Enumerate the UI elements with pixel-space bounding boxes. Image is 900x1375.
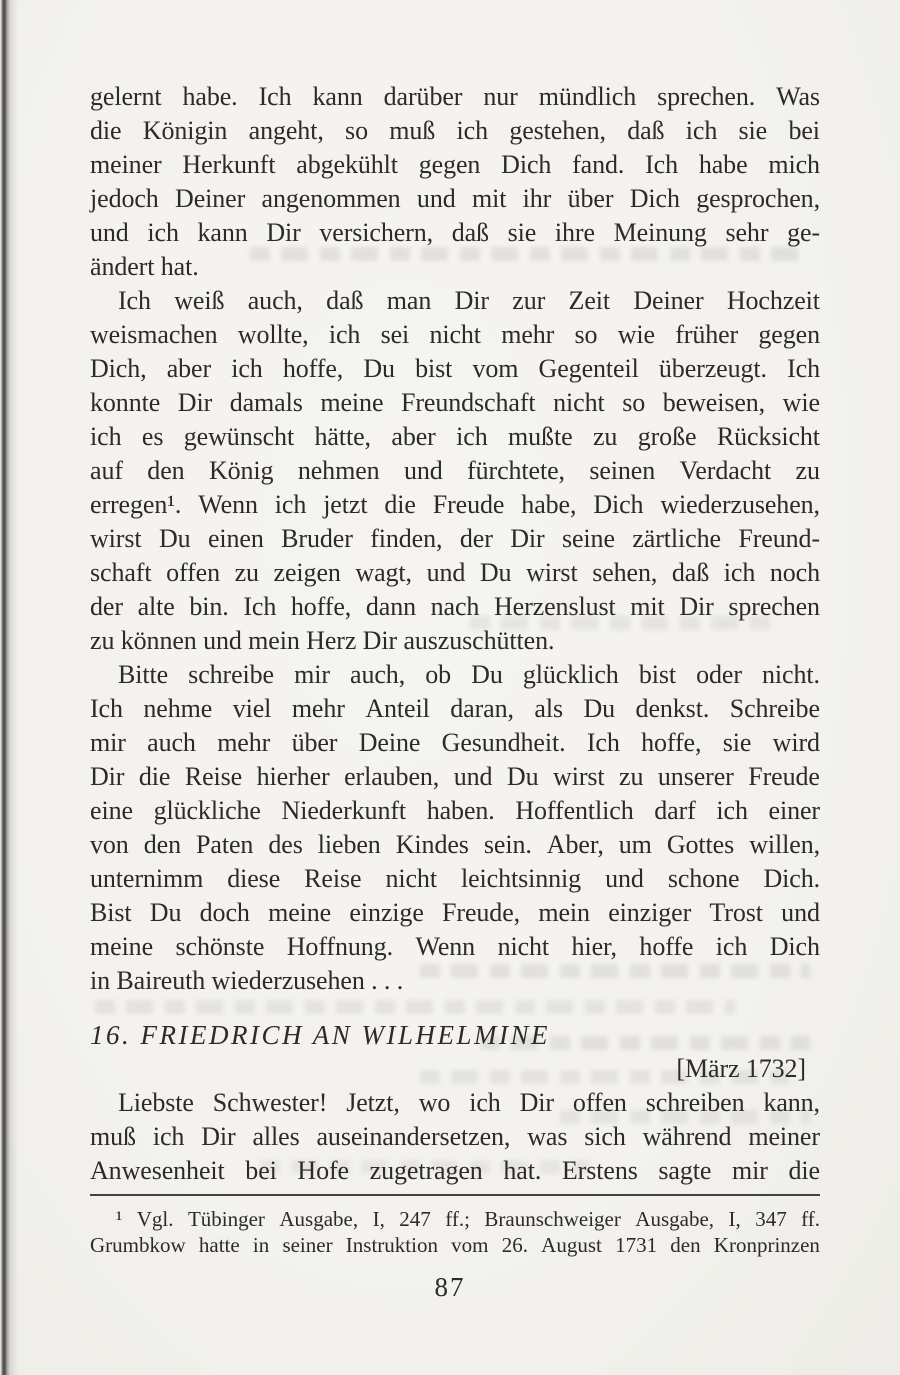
text-line: der alte bin. Ich hoffe, dann nach Herzenslust mit Dir sprechen <box>90 592 820 621</box>
text-line: mir auch mehr über Deine Gesundheit. Ich hoffe, sie wird <box>90 728 820 757</box>
text-line: und ich kann Dir versichern, daß sie ihre Meinung sehr ge- <box>90 218 820 247</box>
text-line: Bitte schreibe mir auch, ob Du glücklich bist oder nicht. <box>118 660 820 689</box>
footnote-text <box>90 1206 820 1258</box>
text-line: Ich nehme viel mehr Anteil daran, als Du denkst. Schreibe <box>90 694 820 723</box>
text-line: schaft offen zu zeigen wagt, und Du wirst sehen, daß ich noch <box>90 558 820 587</box>
text-line: Dich, aber ich hoffe, Du bist vom Gegenteil überzeugt. Ich <box>90 354 820 383</box>
text-line: jedoch Deiner angenommen und mit ihr über Dich gesprochen, <box>90 184 820 213</box>
letter-16-opening-text <box>90 1086 820 1188</box>
text-line: muß ich Dir alles auseinandersetzen, was sich während meiner <box>90 1122 820 1151</box>
text-line: gelernt habe. Ich kann darüber nur mündlich sprechen. Was <box>90 82 820 111</box>
page-number: 87 <box>434 1272 466 1302</box>
text-line: erregen¹. Wenn ich jetzt die Freude habe, Dich wiederzusehen, <box>90 490 820 519</box>
text-line: Dir die Reise hierher erlauben, und Du wirst zu unserer Freude <box>90 762 820 791</box>
text-line: ¹ Vgl. Tübinger Ausgabe, I, 247 ff.; Braunschweiger Ausgabe, I, 347 ff. <box>116 1207 820 1231</box>
text-line: die Königin angeht, so muß ich gestehen, daß ich sie bei <box>90 116 820 145</box>
text-line: von den Paten des lieben Kindes sein. Aber, um Gottes willen, <box>90 830 820 859</box>
letter-15-body-text <box>90 80 820 998</box>
text-block <box>90 80 820 1258</box>
text-line: Liebste Schwester! Jetzt, wo ich Dir offen schreiben kann, <box>118 1088 820 1117</box>
text-line: auf den König nehmen und fürchtete, seinen Verdacht zu <box>90 456 820 485</box>
text-line: Ich weiß auch, daß man Dir zur Zeit Deiner Hochzeit <box>118 286 820 315</box>
footnote-rule <box>90 1194 820 1196</box>
text-line: eine glückliche Niederkunft haben. Hoffentlich darf ich einer <box>90 796 820 825</box>
letter-16-date: [März 1732] <box>676 1054 806 1083</box>
text-line: konnte Dir damals meine Freundschaft nicht so beweisen, wie <box>90 388 820 417</box>
text-line: in Baireuth wiederzusehen . . . <box>90 966 404 995</box>
text-line: weismachen wollte, ich sei nicht mehr so wie früher gegen <box>90 320 820 349</box>
text-line: Grumbkow hatte in seiner Instruktion vom 26. August 1731 den Kronprinzen <box>90 1233 820 1257</box>
text-line: meine schönste Hoffnung. Wenn nicht hier, hoffe ich Dich <box>90 932 820 961</box>
page-spine-shadow <box>0 0 18 1375</box>
text-line: wirst Du einen Bruder finden, der Dir seine zärtliche Freund- <box>90 524 820 553</box>
text-line: Bist Du doch meine einzige Freude, mein einziger Trost und <box>90 898 820 927</box>
text-line: meiner Herkunft abgekühlt gegen Dich fand. Ich habe mich <box>90 150 820 179</box>
letter-16-heading: 16. FRIEDRICH AN WILHELMINE <box>90 1020 550 1050</box>
text-line: unternimm diese Reise nicht leichtsinnig und schone Dich. <box>90 864 820 893</box>
text-line: Anwesenheit bei Hofe zugetragen hat. Erstens sagte mir die <box>90 1156 820 1185</box>
text-line: ändert hat. <box>90 252 199 281</box>
text-line: zu können und mein Herz Dir auszuschütten. <box>90 626 555 655</box>
text-line: ich es gewünscht hätte, aber ich mußte zu große Rücksicht <box>90 422 820 451</box>
